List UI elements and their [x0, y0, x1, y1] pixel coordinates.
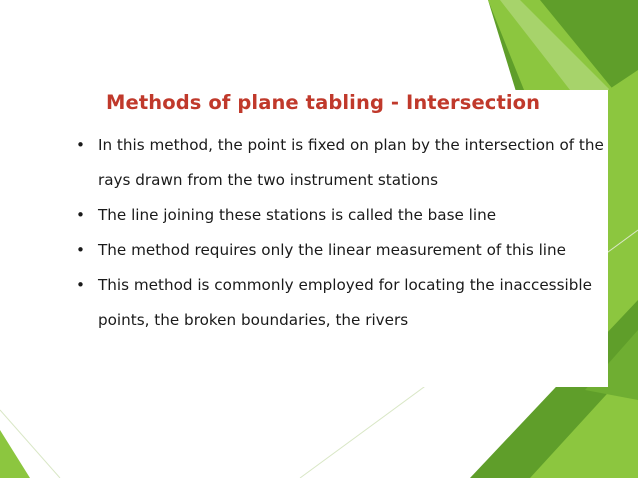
slide-title: Methods of plane tabling - Intersection [106, 91, 541, 114]
bullet-item [76, 233, 606, 268]
bullet-item [76, 128, 606, 198]
bullet-text: This method is commonly employed for locating the inaccessible points, the broken boundaries, the rivers [98, 276, 592, 329]
bullet-marker: • [76, 136, 85, 154]
bullet-text: The line joining these stations is called the base line [98, 206, 497, 224]
content-clip [60, 90, 608, 387]
bullet-marker: • [76, 206, 85, 224]
deco-left-sliver [0, 430, 30, 478]
bullet-list [76, 128, 606, 338]
bullet-text: In this method, the point is fixed on plan by the intersection of the rays drawn from the two instrument stations [98, 136, 604, 189]
bullet-marker: • [76, 241, 85, 259]
bullet-marker: • [76, 276, 85, 294]
bullet-item [76, 198, 606, 233]
bullet-text: The method requires only the linear measurement of this line [98, 241, 566, 259]
bullet-item [76, 268, 606, 338]
